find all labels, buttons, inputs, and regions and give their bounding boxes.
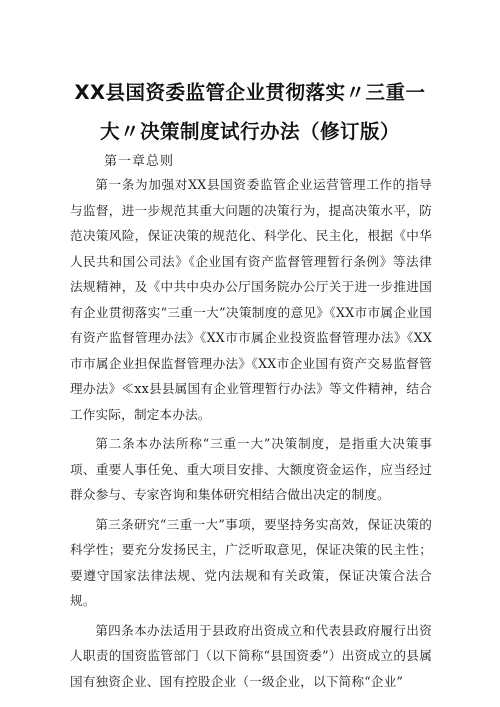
article-4-paragraph: 第四条本办法适用于县政府出资成立和代表县政府履行出资人职责的国资监管部门（以下简称“县国资委”）出资成立的县属国有独资企业、国有控股企业（一级企业，以下简称“企业” <box>70 622 432 689</box>
document-title-line-1: XX县国资委监管企业贯彻落实〃三重一 <box>74 81 426 104</box>
document-title-line-2: 大〃决策制度试行办法（修订版） <box>99 120 400 143</box>
article-3-paragraph: 第三条研究“三重一大”事项，要坚持务实高效，保证决策的科学性；要充分发扬民主，广泛听取意见，保证决策的民主性；要遵守国家法律法规、党内法规和有关政策，保证决策合法合规。 <box>70 516 432 608</box>
document-body <box>70 172 432 698</box>
article-1-paragraph: 第一条为加强对XX县国资委监管企业运营管理工作的指导与监督，进一步规范其重大问题的决策行为，提高决策水平，防范决策风险，保证决策的规范化、科学化、民主化，根据《中华人民共和国公司法》《企业国有资产监督管理暂行条例》等法律法规精神，及《中共中央办公厅国务院办公厅关于进一步推进国有企业贯彻落实“三重一大”决策制度的意见》《XX市市属企业国有资产监督管理办法》《XX市市属企业投资监督管理办法》《XX市市属企业担保监督管理办法》《XX市企业国有资产交易监督管理办法》≪xx县县属国有企业管理暂行办法》等文件精神，结合工作实际，制定本办法。 <box>70 177 432 422</box>
article-2-paragraph: 第二条本办法所称“三重一大”决策制度，是指重大决策事项、重要人事任免、重大项目安排、大额度资金运作，应当经过群众参与、专家咨询和集体研究相结合做出决定的制度。 <box>70 436 432 502</box>
chapter-heading: 第一章总则 <box>104 154 175 169</box>
